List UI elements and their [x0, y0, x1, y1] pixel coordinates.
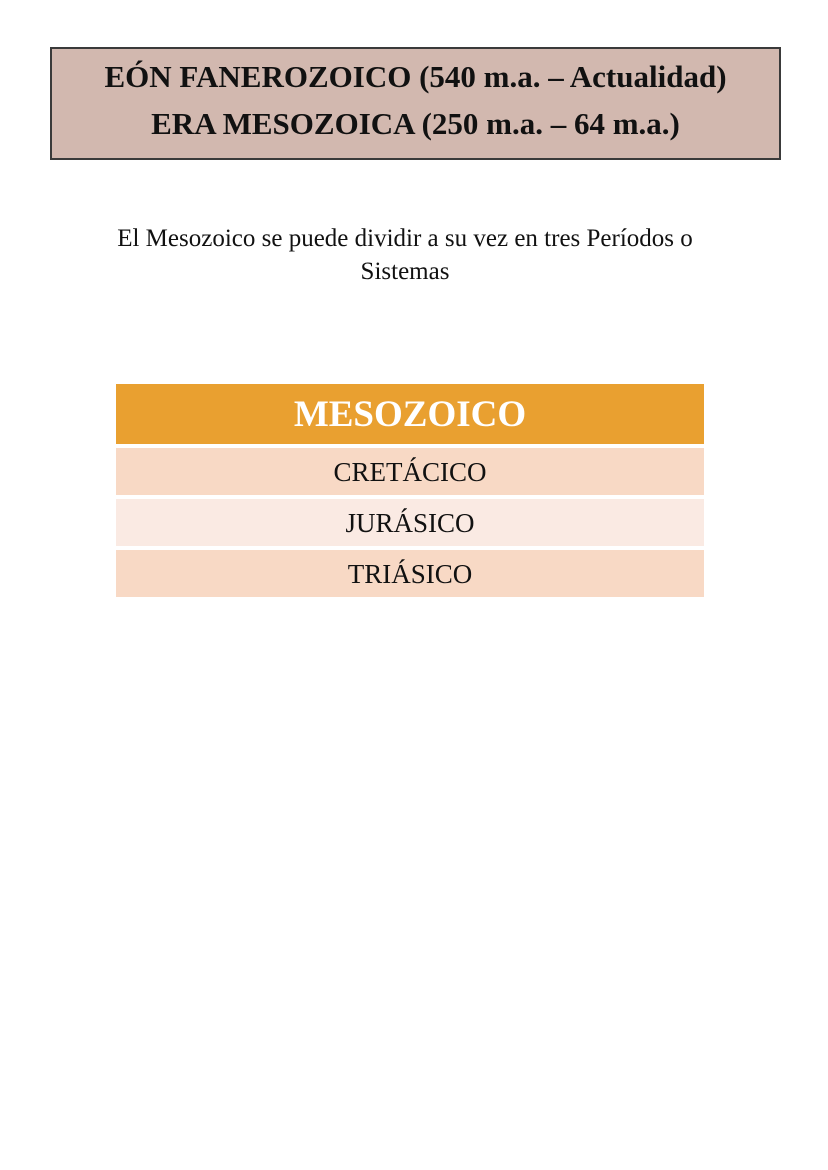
title-banner	[50, 47, 781, 160]
table-row-cretacico: CRETÁCICO	[116, 448, 704, 495]
eon-title: EÓN FANEROZOICO (540 m.a. – Actualidad)	[104, 59, 727, 94]
intro-line-2: Sistemas	[360, 258, 450, 285]
periods-table	[116, 384, 704, 597]
table-row-jurasico: JURÁSICO	[116, 499, 704, 546]
era-title: ERA MESOZOICA (250 m.a. – 64 m.a.)	[151, 106, 680, 141]
table-header: MESOZOICO	[116, 384, 704, 444]
intro-line-1: El Mesozoico se puede dividir a su vez en tres Períodos o	[117, 225, 693, 252]
table-row-triasico: TRIÁSICO	[116, 550, 704, 597]
intro-paragraph	[40, 222, 770, 288]
